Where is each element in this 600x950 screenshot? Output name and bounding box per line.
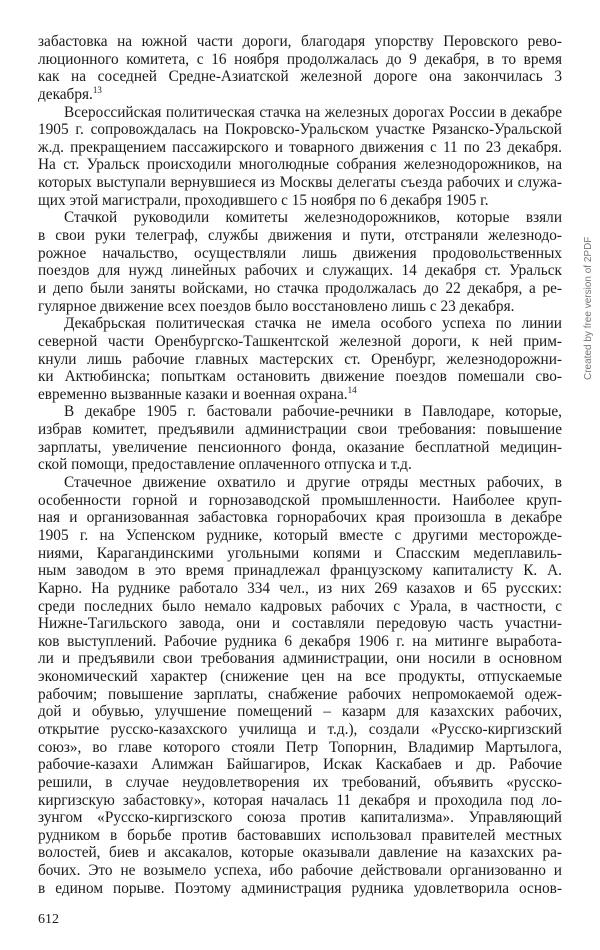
text-line (38, 703, 562, 721)
line-text: ным заводом в это время принадлежал французскому капиталисту К. А. (38, 562, 562, 580)
line-text: как на соседней Средне-Азиатской железной дороге она закончилась 3 (38, 68, 562, 86)
line-text: Стачкой руководили комитеты железнодорожников, которые взяли (64, 209, 562, 227)
line-text: экономический характер (снижение цен на все продукты, отпускаемые (38, 668, 562, 686)
line-text: рудником в борьбе против бастовавших использовал правителей местных (38, 826, 562, 844)
text-line (38, 633, 562, 651)
text-line (38, 844, 562, 862)
line-text: решили, в случае неудовлетворения их требований, объявить «русско- (38, 773, 562, 791)
text-line (38, 209, 562, 227)
line-text: щих этой магистрали, проходившего с 15 ноября по 6 декабря 1905 г. (38, 191, 489, 209)
line-text: кнули лишь рабочие главных мастерских ст. Оренбург, железнодорожни- (38, 350, 562, 368)
text-line (38, 880, 562, 898)
paragraph (38, 104, 562, 210)
line-text: которых выступали вернувшиеся из Москвы делегаты съезда рабочих и служа- (38, 174, 562, 192)
line-text: рабочим; повышение зарплаты, снабжение рабочих непромокаемой одеж- (38, 685, 562, 703)
text-line (38, 650, 562, 668)
paragraph (38, 403, 562, 474)
line-text: ли и предъявили свои требования администрации, они носили в основном (38, 650, 562, 668)
line-text: дой и обувью, улучшение помещений – казарм для казахских рабочих, (38, 703, 562, 721)
page-number: 612 (38, 912, 59, 927)
text-line (38, 545, 562, 563)
text-line (38, 809, 562, 827)
line-text: Всероссийская политическая стачка на железных дорогах России в декабре (64, 103, 562, 121)
line-text: киргизскую забастовку», которая началась 11 декабря и проходила под ло- (38, 791, 562, 809)
line-text: ная и организованная забастовка горнорабочих края произошла в декабре (38, 509, 562, 527)
line-text: особенности горной и горнозаводской промышленности. Наиболее круп- (38, 491, 562, 509)
text-line (38, 492, 562, 510)
line-text: союз», во главе которого стояли Петр Топорнин, Владимир Мартылога, (38, 738, 562, 756)
text-line (38, 333, 562, 351)
text-line (38, 156, 562, 174)
line-text: забастовка на южной части дороги, благодаря упорству Перовского рево- (38, 33, 562, 50)
text-line (38, 368, 562, 386)
text-line (38, 862, 562, 880)
paragraph (38, 33, 562, 104)
line-text: ниями, Карагандинскими угольными копями и Спасским медеплавиль- (38, 544, 562, 562)
text-line (38, 262, 562, 280)
text-line (38, 474, 562, 492)
line-text: рожное начальство, осуществляли лишь движения продовольственных (38, 244, 562, 262)
footnote-marker[interactable]: 14 (347, 384, 357, 395)
text-line (38, 68, 562, 86)
text-line (38, 668, 562, 686)
line-text: 1905 г. сопровождалась на Покровско-Уральском участке Рязанско-Уральской (38, 121, 562, 139)
line-text: поездов для нужд линейных рабочих и служащих. 14 декабря ст. Уральск (38, 262, 562, 280)
text-line (38, 33, 562, 51)
line-text: 1905 г. на Успенском руднике, который вместе с другими месторожде- (38, 526, 562, 544)
line-text: евременно вызванные казаки и военная охрана. (38, 385, 348, 403)
line-text: На ст. Уральск происходили многолюдные собрания железнодорожников, на (38, 156, 562, 174)
paragraph (38, 209, 562, 315)
watermark: Created by free version of 2PDF (583, 236, 594, 380)
line-text: Карно. На руднике работало 334 чел., из них 269 казахов и 65 русских: (38, 579, 562, 597)
text-line (38, 739, 562, 757)
text-line (38, 86, 562, 104)
paragraph (38, 315, 562, 403)
text-line (38, 509, 562, 527)
text-line (38, 456, 562, 474)
line-text: ков выступлений. Рабочие рудника 6 декабря 1906 г. на митинге выработа- (38, 632, 562, 650)
line-text: ж.д. прекращением пассажирского и товарного движения с 11 по 23 декабря. (38, 138, 562, 156)
text-line (38, 615, 562, 633)
line-text: люционного комитета, с 16 ноября продолжалась до 9 декабря, в то время (38, 50, 562, 68)
line-text: декабря. (38, 85, 93, 103)
text-line (38, 51, 562, 69)
text-line (38, 580, 562, 598)
text-line (38, 827, 562, 845)
text-line (38, 351, 562, 369)
text-line (38, 227, 562, 245)
text-line (38, 104, 562, 122)
line-text: Стачечное движение охватило и другие отряды местных рабочих, в (64, 474, 562, 492)
text-line (38, 774, 562, 792)
line-text: В декабре 1905 г. бастовали рабочие-речники в Павлодаре, которые, (64, 403, 562, 421)
text-line (38, 686, 562, 704)
text-line (38, 315, 562, 333)
text-line (38, 298, 562, 316)
text-line (38, 792, 562, 810)
line-text: бочих. Это не возымело успеха, ибо рабочие действовали организованно и (38, 862, 562, 880)
text-line (38, 527, 562, 545)
text-line (38, 598, 562, 616)
line-text: гулярное движение всех поездов было восстановлено лишь с 23 декабря. (38, 297, 515, 315)
line-text: зарплаты, увеличение пенсионного фонда, оказание бесплатной медицин- (38, 438, 562, 456)
text-line (38, 139, 562, 157)
line-text: Декабрьская политическая стачка не имела особого успеха по линии (64, 315, 562, 333)
text-line (38, 421, 562, 439)
line-text: ки Актюбинска; попыткам остановить движение поездов помешали сво- (38, 368, 562, 386)
line-text: в едином порыве. Поэтому администрация рудника удовлетворила основ- (38, 879, 562, 897)
text-line (38, 386, 562, 404)
line-text: волостей, биев и аксакалов, которые оказывали давление на казахских ра- (38, 844, 562, 862)
line-text: в свои руки телеграф, службы движения и пути, отстраняли железнодо- (38, 227, 562, 245)
text-line (38, 439, 562, 457)
text-line (38, 756, 562, 774)
text-line (38, 721, 562, 739)
line-text: зунгом «Русско-киргизского союза против капитализма». Управляющий (38, 809, 562, 827)
line-text: открытие русско-казахского училища и т.д.), создали «Русско-киргизский (38, 720, 562, 738)
text-line (38, 562, 562, 580)
text-line (38, 121, 562, 139)
footnote-marker[interactable]: 13 (92, 84, 102, 95)
line-text: и депо были заняты войсками, но стачка продолжалась до 22 декабря, а ре- (38, 279, 562, 297)
text-line (38, 403, 562, 421)
line-text: избрав комитет, предъявили администрации свои требования: повышение (38, 421, 562, 439)
line-text: северной части Оренбургско-Ташкентской железной дороги, к ней прим- (38, 332, 562, 350)
text-line (38, 174, 562, 192)
page-body (38, 33, 562, 897)
line-text: рабочие-казахи Алимжан Байшагиров, Искак Каскабаев и др. Рабочие (38, 756, 562, 774)
paragraph (38, 474, 562, 897)
text-line (38, 245, 562, 263)
text-line (38, 280, 562, 298)
line-text: Нижне-Тагильского завода, они и составляли передовую часть участни- (38, 615, 562, 633)
text-line (38, 192, 562, 210)
line-text: ской помощи, предоставление оплаченного отпуска и т.д. (38, 456, 412, 474)
line-text: среди последних было немало кадровых рабочих с Урала, в частности, с (38, 597, 562, 615)
